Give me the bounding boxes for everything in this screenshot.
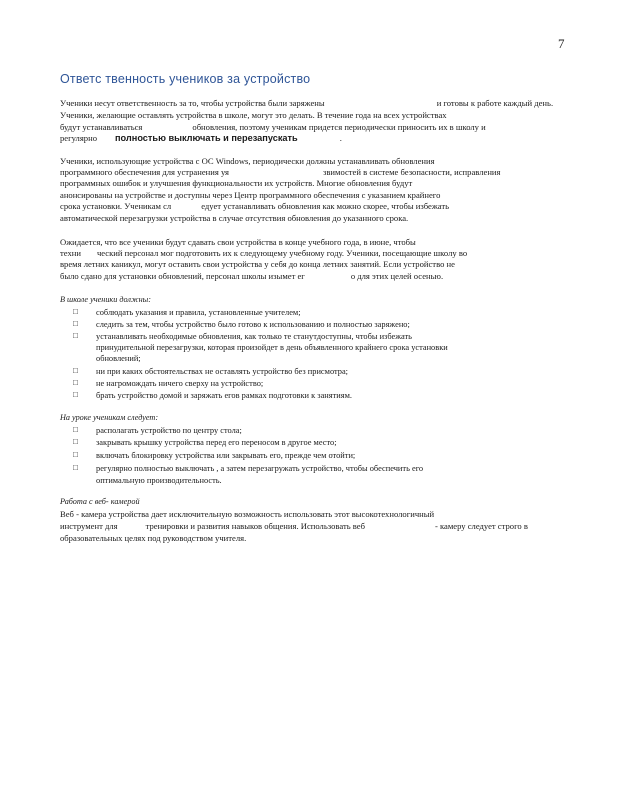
- bullet-icon: □: [73, 378, 78, 387]
- lesson-item-3-text-a: включа: [96, 451, 122, 460]
- para1-line3-text-b: обновления, поэтому ученикам придется периодически приносить их в школу и: [192, 122, 486, 132]
- bullet-icon: □: [73, 331, 78, 340]
- lesson-item-2: [96, 437, 337, 448]
- para1-line3-text-a: будут устанавливаться: [60, 122, 143, 132]
- webcam-title-a: Работа с веб: [60, 497, 106, 506]
- webcam-title-b: - камерой: [105, 497, 140, 506]
- para1-line4-text-a: регулярно: [60, 133, 97, 143]
- bullet-icon: □: [73, 437, 78, 446]
- school-item-5: не нагромождать ничего сверху на устройство;: [96, 379, 264, 388]
- lesson-item-1: располагать устройство по центру стола;: [96, 426, 242, 435]
- para3-line2-text-b: ческий персонал мог подготовить их к следующему учебному году. Ученики, посещающие школу во: [96, 248, 468, 258]
- school-list-title: В школе ученики должны:: [60, 295, 151, 304]
- para1-line4-bold: полностью выключать и перезапускать: [115, 133, 298, 143]
- lesson-item-4-line2: оптимальную производительность.: [96, 476, 222, 485]
- bullet-icon: □: [73, 319, 78, 328]
- para2-line5-text-b: едует устанавливать обновления как можно скорее, чтобы избежать: [201, 201, 450, 211]
- para1-line4-text-c: .: [339, 133, 342, 143]
- webcam-line2: [60, 521, 528, 532]
- para3-line4-text-b: о для этих целей осенью.: [350, 271, 444, 281]
- bullet-icon: □: [73, 425, 78, 434]
- para3-line2: [60, 248, 467, 259]
- para3-line1: Ожидается, что все ученики будут сдавать свои устройства в конце учебного года, в июне, чтобы: [60, 237, 416, 247]
- bullet-icon: □: [73, 450, 78, 459]
- school-item-6: [96, 390, 352, 401]
- para2-line2-text-a: программного обеспечения для устранения уя: [60, 167, 229, 177]
- para3-line4: [60, 271, 443, 282]
- school-item-6-text-b: ство домой и заряжать его: [142, 391, 236, 400]
- para3-line3: время летних каникул, могут оставить свои устройства у себя до конца летних занятий. Если устройство не: [60, 259, 455, 269]
- page-number: 7: [558, 36, 565, 51]
- lesson-item-4-text-c: ть устройство, чтобы обеспечить его: [292, 464, 424, 473]
- school-item-3-text-a: устанавливать необходимые обновления, как только те станут: [96, 332, 317, 341]
- para2-line3: программных ошибок и улучшения функциональности их устройств. Многие обновления будут: [60, 178, 413, 188]
- lesson-item-3: [96, 450, 355, 461]
- lesson-list-title: На уроке ученикам следует:: [60, 413, 159, 422]
- para1-line3: [60, 122, 486, 133]
- para3-line2-text-a: техни: [60, 248, 81, 258]
- school-item-6-text-a: брать устрой: [96, 391, 143, 400]
- school-item-3-text-b: доступны, чтобы избежать: [316, 332, 412, 341]
- para2-line5: [60, 201, 449, 212]
- bullet-icon: □: [73, 307, 78, 316]
- para2-line6: автоматической перезагрузки устройства в случае отсутствия обновления до указанного срока.: [60, 213, 409, 223]
- para1-line1-text-a: Ученики несут ответственность за то, чтобы устройства были заряжены: [60, 98, 325, 108]
- para1-line1: [60, 98, 553, 109]
- webcam-section-title: [60, 497, 140, 506]
- bullet-icon: □: [73, 463, 78, 472]
- lesson-item-3-text-c: ть его, прежде чем отойт: [260, 451, 349, 460]
- webcam-line3: образовательных целях под руководством учителя.: [60, 533, 247, 543]
- para2-line1: Ученики, использующие устройства с ОС Windows, периодически должны устанавливать обновления: [60, 156, 435, 166]
- webcam-line1: Веб - камера устройства дает исключительную возможность использовать этот высокотехнологичный: [60, 509, 435, 519]
- lesson-item-4-text-b: ть , а затем перезагружа: [206, 464, 293, 473]
- school-item-3-line3: обновлений;: [96, 354, 141, 363]
- webcam-line2-text-b: тренировки и развития навыков общения. Использовать веб: [145, 521, 365, 531]
- para3-line4-text-a: было сдано для установки обновлений, персонал школы изымет ег: [60, 271, 305, 281]
- school-item-3-line1: [96, 331, 412, 342]
- school-item-6-text-c: в рамках подготовки к занятиям.: [235, 391, 353, 400]
- lesson-item-4-text-a: регулярно полностью выключа: [96, 464, 207, 473]
- lesson-item-2-text-a: закрыва: [96, 438, 125, 447]
- webcam-line2-text-a: инструмент для: [60, 521, 118, 531]
- school-item-3-line2: принудительной перезагрузки, которая произойдет в день объявленного крайнего срока установки: [96, 343, 448, 352]
- webcam-line2-text-c: - камеру следует строго в: [434, 521, 528, 531]
- school-item-4: ни при каких обстоятельствах не оставлять устройство без присмотра;: [96, 367, 349, 376]
- lesson-item-3-text-b: ть блокировку устройства или закрыва: [121, 451, 261, 460]
- bullet-icon: □: [73, 366, 78, 375]
- para1-line4: [60, 133, 342, 144]
- para2-line5-text-a: срока установки. Ученикам сл: [60, 201, 172, 211]
- para2-line2-text-b: звимостей в системе безопасности, исправления: [322, 167, 501, 177]
- para2-line2: [60, 167, 500, 178]
- bullet-icon: □: [73, 390, 78, 399]
- para1-line2: Ученики, желающие оставлять устройства в школе, могут это делать. В течение года на всех устройствах: [60, 110, 447, 120]
- para1-line1-text-b: и готовы к работе каждый день.: [436, 98, 554, 108]
- school-item-1: соблюдать указания и правила, установленные учителем;: [96, 308, 301, 317]
- lesson-item-3-text-d: и;: [348, 451, 356, 460]
- school-item-2: следить за тем, чтобы устройство было готово к использованию и полностью заряжено;: [96, 320, 410, 329]
- section-heading: Ответс твенность учеников за устройство: [60, 72, 311, 86]
- lesson-item-4-line1: [96, 463, 423, 474]
- para2-line4: анонсированы на устройстве и доступны через Центр программного обеспечения с указанием крайнего: [60, 190, 441, 200]
- lesson-item-2-text-b: ть крышку устройства перед его переносом в другое место;: [124, 438, 337, 447]
